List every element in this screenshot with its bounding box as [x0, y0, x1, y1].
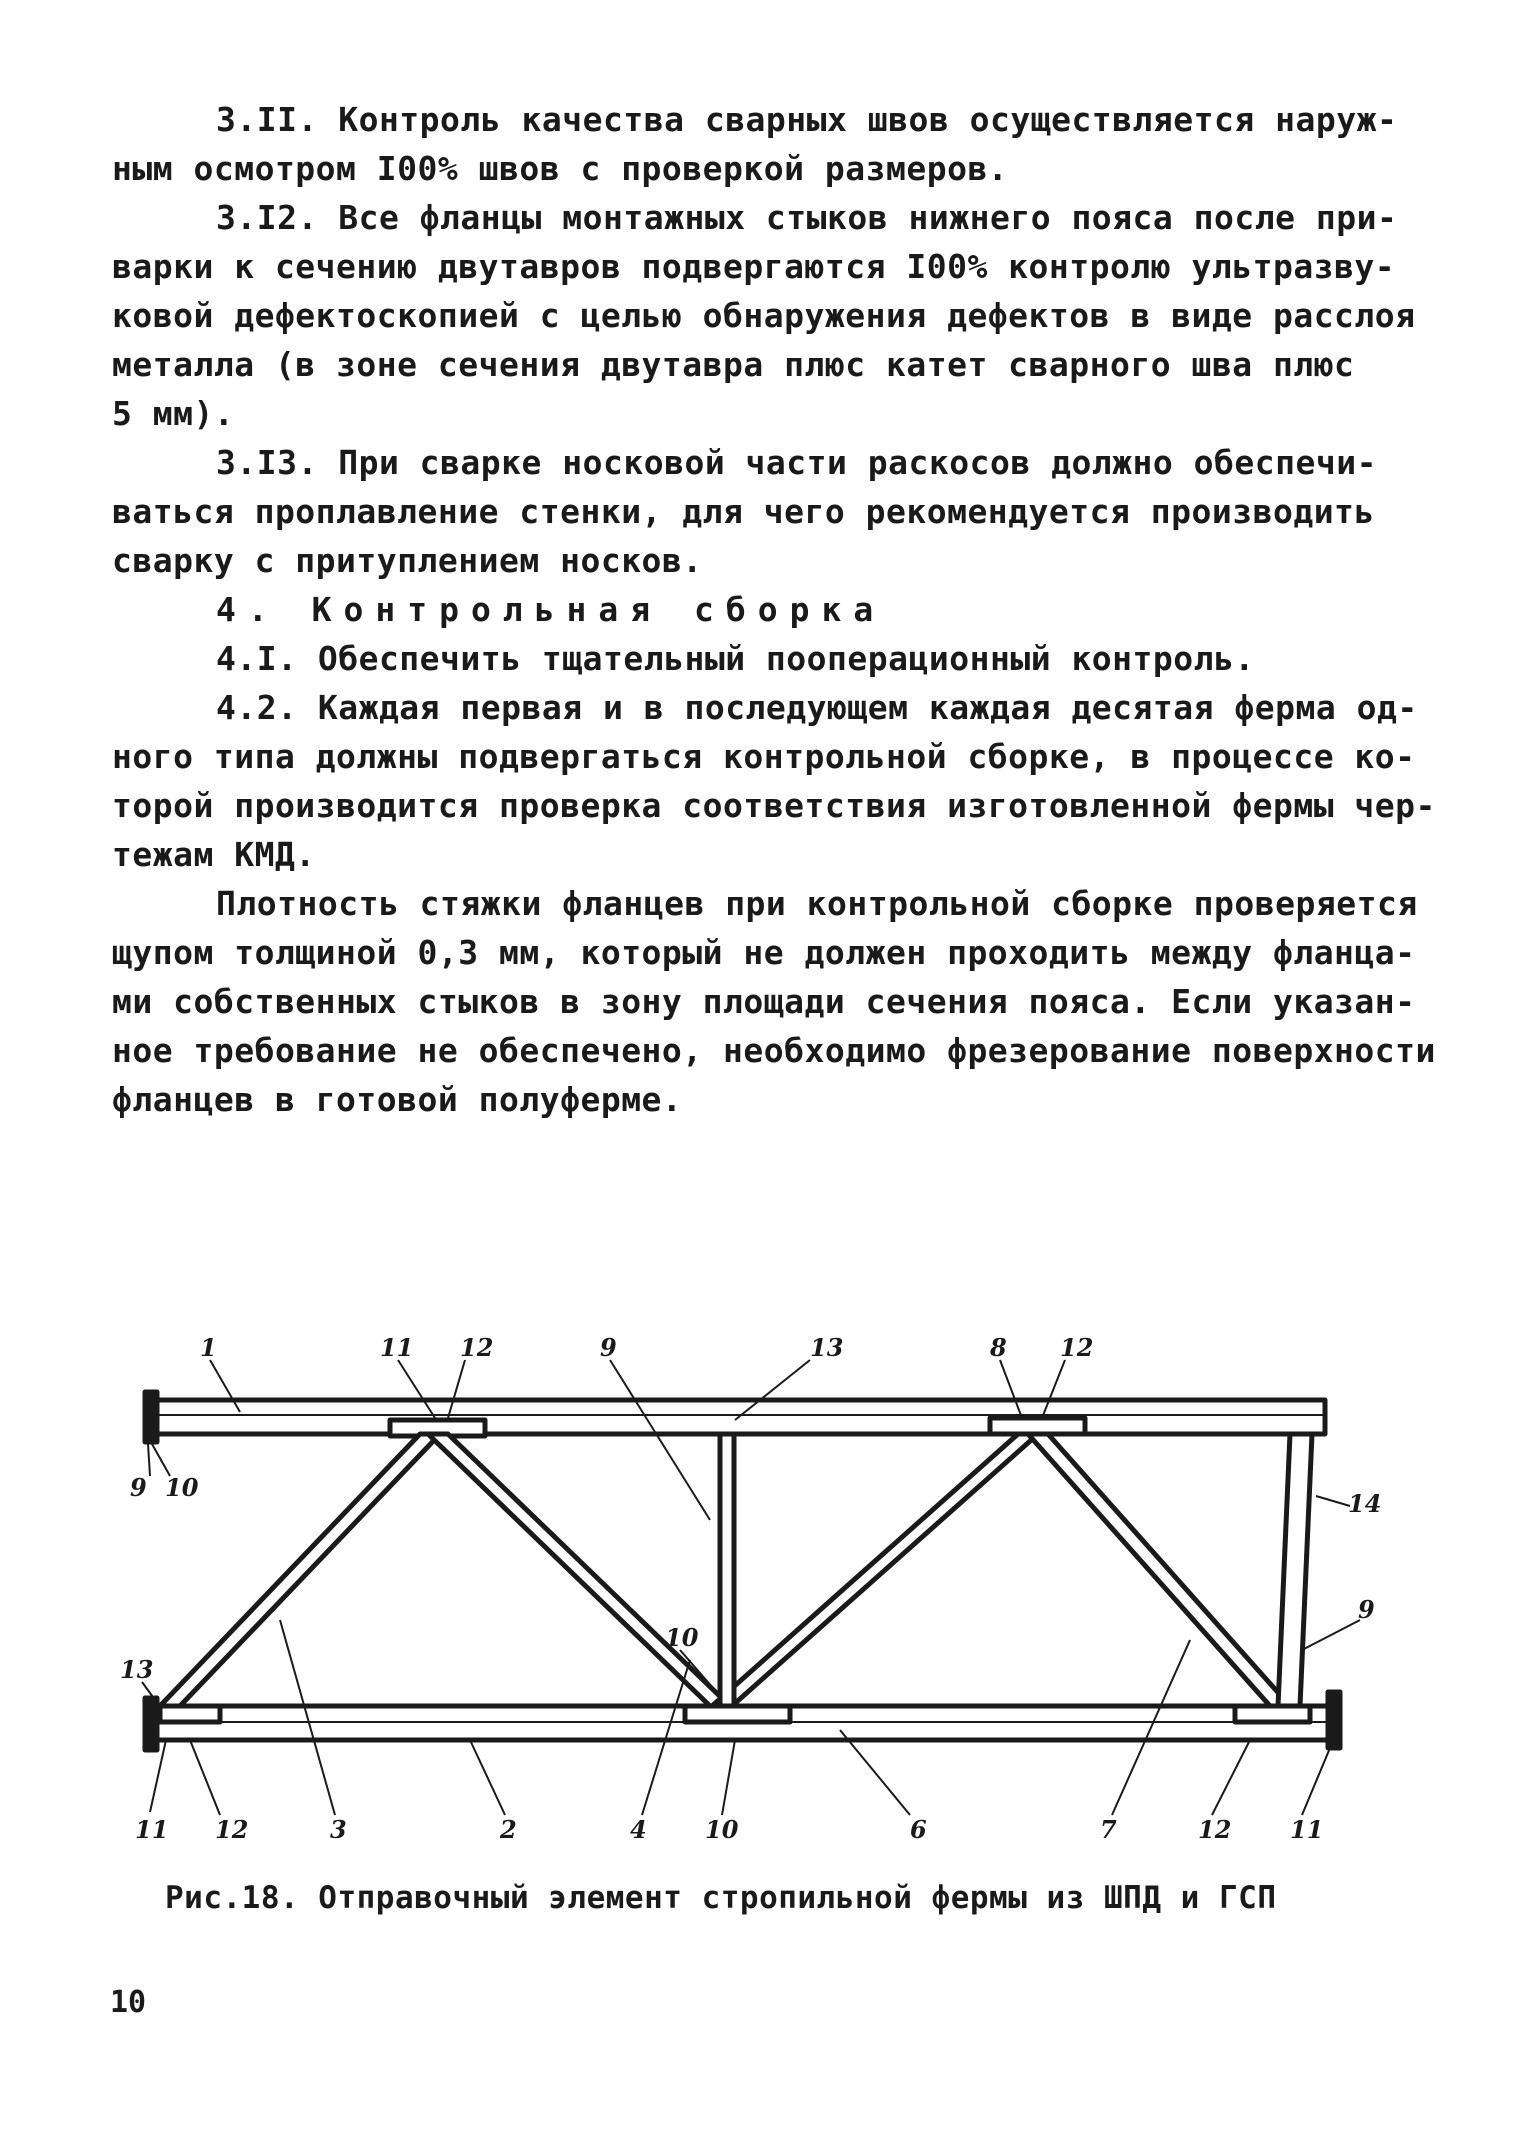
- diagonal-brace: [428, 1434, 730, 1706]
- truss-drawing: [120, 1320, 1430, 1860]
- part-label: 3: [330, 1815, 347, 1844]
- paragraph-flange-line: фланцев в готовой полуферме.: [112, 1080, 683, 1119]
- paragraph-4-2-line: тежам КМД.: [112, 835, 316, 874]
- part-label: 11: [135, 1815, 169, 1844]
- part-label: 13: [120, 1655, 154, 1684]
- top-chord-end-flange: [145, 1392, 157, 1442]
- bottom-chord-right-flange: [1328, 1692, 1340, 1748]
- paragraph-3-12-line: 5 мм).: [112, 394, 235, 433]
- leader-line: [722, 1740, 735, 1815]
- paragraph-3-13-line: ваться проплавление стенки, для чего рекомендуется производить: [112, 492, 1375, 531]
- leader-line: [152, 1444, 170, 1476]
- diagonal-brace: [160, 1434, 440, 1706]
- paragraph-3-12-line: металла (в зоне сечения двутавра плюс катет сварного шва плюс: [112, 345, 1355, 384]
- part-label: 9: [130, 1473, 147, 1502]
- part-label: 7: [1100, 1815, 1117, 1844]
- paragraph-flange-line: ми собственных стыков в зону площади сечения пояса. Если указан-: [112, 982, 1416, 1021]
- leader-line: [190, 1740, 220, 1815]
- truss-figure: [120, 1320, 1430, 1860]
- leader-line: [470, 1740, 505, 1815]
- part-label: 13: [810, 1333, 844, 1362]
- paragraph-3-13-line: сварку с притуплением носков.: [112, 541, 703, 580]
- part-label: 12: [215, 1815, 249, 1844]
- bottom-gusset-plate: [685, 1706, 790, 1722]
- leader-line: [148, 1444, 150, 1476]
- leader-line: [840, 1730, 910, 1815]
- paragraph-3-13-line: 3.I3. При сварке носковой части раскосов должно обеспечи-: [216, 443, 1377, 482]
- paragraph-flange-line: щупом толщиной 0,3 мм, который не должен проходить между фланца-: [112, 933, 1416, 972]
- paragraph-3-11-line: 3.II. Контроль качества сварных швов осуществляется наруж-: [216, 100, 1398, 139]
- paragraph-3-12-line: варки к сечению двутавров подвергаются I00% контролю ультразву-: [112, 247, 1396, 286]
- part-label: 12: [1198, 1815, 1232, 1844]
- body-text: [112, 95, 1436, 1124]
- leader-line: [610, 1360, 710, 1520]
- leader-line: [1302, 1620, 1360, 1650]
- part-label: 10: [165, 1473, 199, 1502]
- paragraph-3-11-line: ным осмотром I00% швов с проверкой размеров.: [112, 149, 1009, 188]
- figure-caption: Рис.18. Отправочный элемент стропильной фермы из ШПД и ГСП: [165, 1880, 1277, 1916]
- end-vertical-post: [1278, 1434, 1312, 1706]
- part-label: 6: [910, 1815, 927, 1844]
- paragraph-4-2-line: торой производится проверка соответствия изготовленной фермы чер-: [112, 786, 1436, 825]
- paragraph-flange-line: ное требование не обеспечено, необходимо фрезерование поверхности: [112, 1031, 1436, 1070]
- paragraph-4-1-line: 4.I. Обеспечить тщательный пооперационный контроль.: [216, 639, 1255, 678]
- part-label: 12: [1060, 1333, 1094, 1362]
- section-heading-4: 4. Контрольная сборка: [216, 590, 886, 629]
- page-number: 10: [110, 1985, 147, 2020]
- part-label: 2: [500, 1815, 517, 1844]
- part-label: 10: [665, 1623, 699, 1652]
- part-label: 10: [705, 1815, 739, 1844]
- leader-line: [1302, 1748, 1330, 1815]
- part-label: 4: [630, 1815, 647, 1844]
- part-label: 14: [1348, 1489, 1382, 1518]
- bottom-chord-left-flange: [145, 1698, 157, 1750]
- diagonal-brace: [1028, 1434, 1290, 1706]
- part-label: 11: [1290, 1815, 1324, 1844]
- paragraph-3-12-line: ковой дефектоскопией с целью обнаружения дефектов в виде расслоя: [112, 296, 1416, 335]
- vertical-post: [720, 1434, 734, 1706]
- part-label: 9: [600, 1333, 617, 1362]
- part-label: 1: [200, 1333, 217, 1362]
- part-label: 12: [460, 1333, 494, 1362]
- paragraph-flange-line: Плотность стяжки фланцев при контрольной сборке проверяется: [216, 884, 1418, 923]
- diagonal-brace: [712, 1434, 1038, 1706]
- leader-line: [1212, 1740, 1250, 1815]
- part-label: 9: [1358, 1595, 1375, 1624]
- paragraph-3-12-line: 3.I2. Все фланцы монтажных стыков нижнего пояса после при-: [216, 198, 1398, 237]
- leader-line: [1316, 1496, 1350, 1506]
- paragraph-4-2-line: ного типа должны подвергаться контрольной сборке, в процессе ко-: [112, 737, 1416, 776]
- paragraph-4-2-line: 4.2. Каждая первая и в последующем каждая десятая ферма од-: [216, 688, 1418, 727]
- part-label: 11: [380, 1333, 414, 1362]
- part-label: 8: [990, 1333, 1007, 1362]
